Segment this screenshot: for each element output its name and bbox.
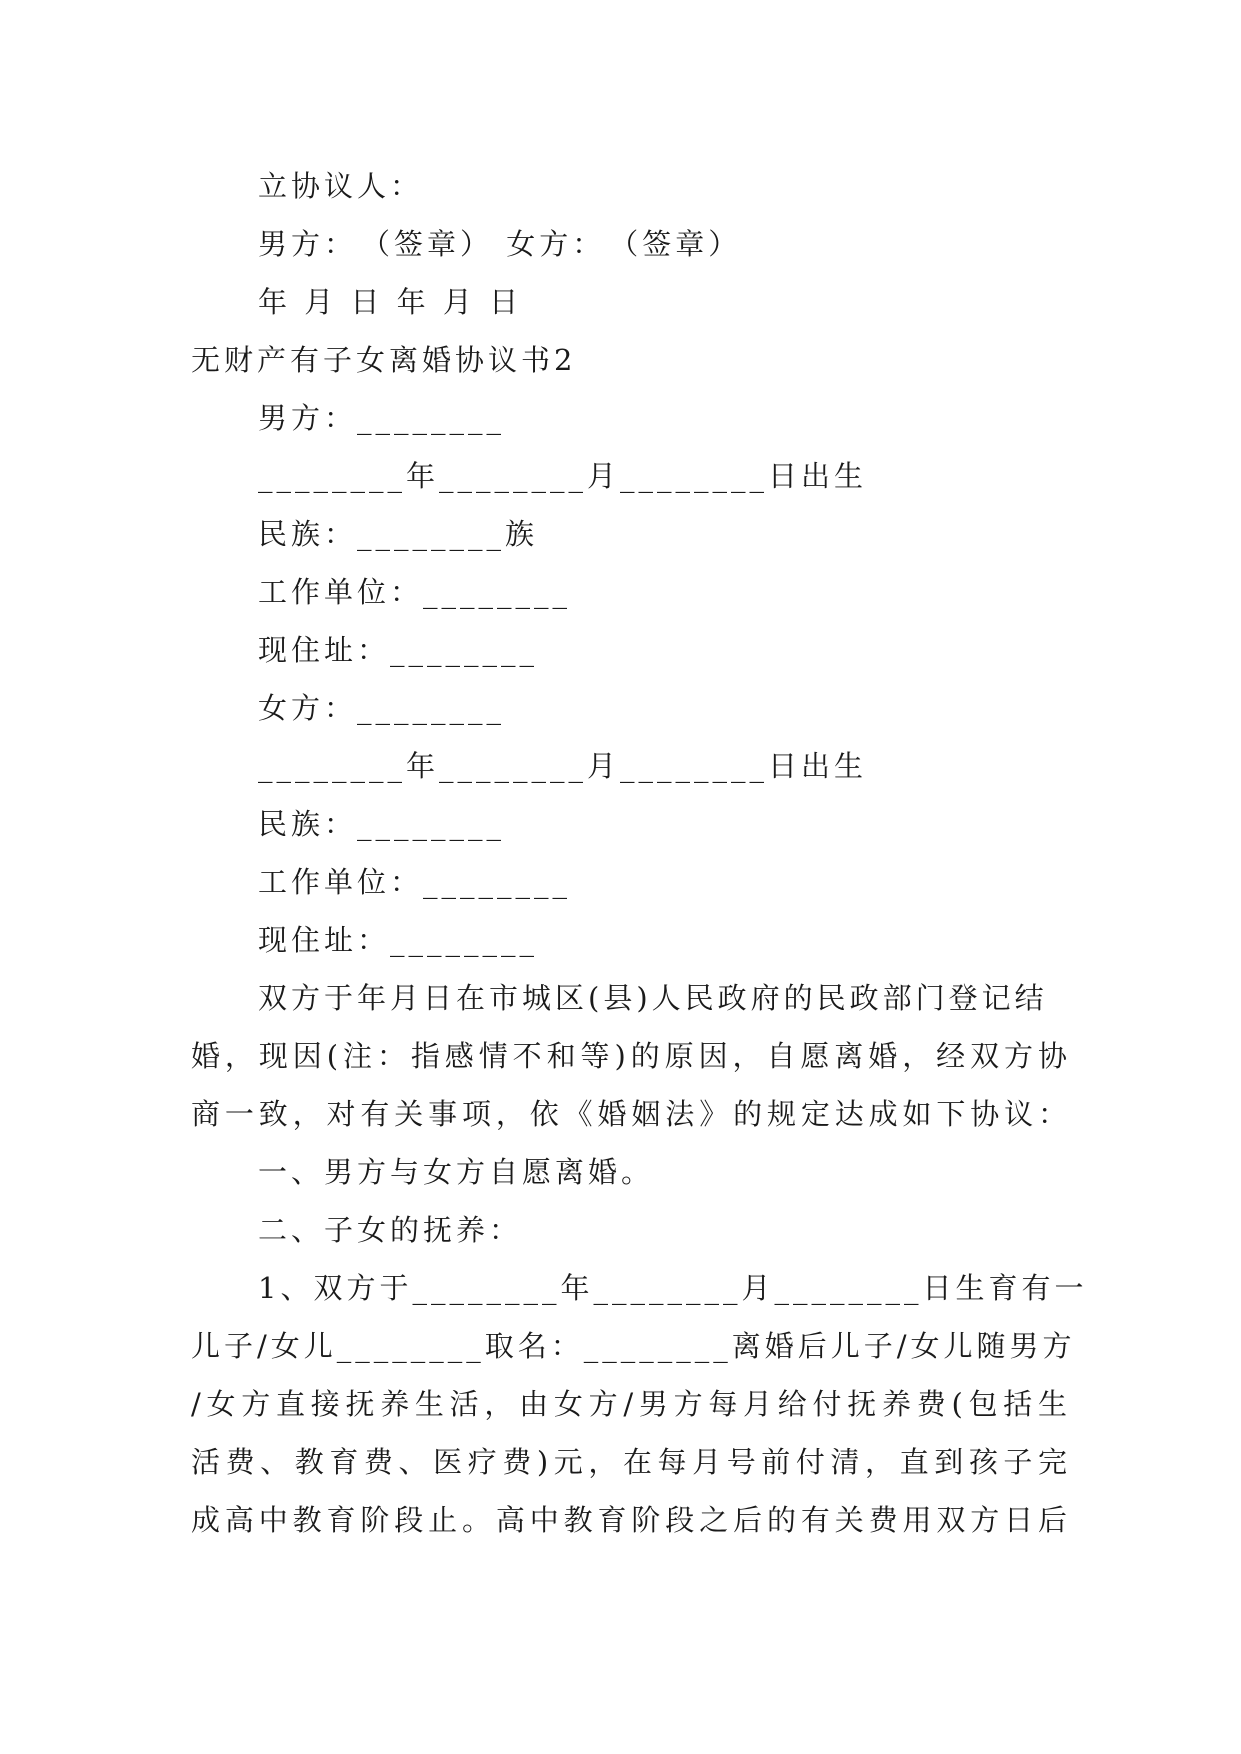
female-ethnicity-field: 民族：________ — [258, 807, 506, 841]
paragraph-line: 1、双方于________年________月________日生育有一 — [258, 1271, 1088, 1305]
signature-line: 男方： （签章） 女方： （签章） — [258, 227, 742, 261]
female-workplace-field: 工作单位：________ — [258, 865, 572, 899]
male-address-field: 现住址：________ — [258, 633, 539, 667]
male-ethnicity-field: 民族：________族 — [258, 517, 539, 551]
paragraph-line: /女方直接抚养生活，由女方/男方每月给付抚养费(包括生 — [191, 1387, 1071, 1421]
female-address-field: 现住址：________ — [258, 923, 539, 957]
paragraph-line: 商一致，对有关事项，依《婚姻法》的规定达成如下协议： — [191, 1097, 1071, 1131]
clause-one: 一、男方与女方自愿离婚。 — [258, 1155, 655, 1189]
paragraph-line: 活费、教育费、医疗费)元，在每月号前付清，直到孩子完 — [191, 1445, 1071, 1479]
document-title: 无财产有子女离婚协议书2 — [191, 343, 577, 377]
male-name-field: 男方：________ — [258, 401, 506, 435]
date-line: 年 月 日 年 月 日 — [258, 285, 523, 319]
male-birth-date-field: ________年________月________日出生 — [258, 459, 868, 493]
signatories-heading: 立协议人： — [258, 169, 424, 203]
paragraph-line: 双方于年月日在市城区(县)人民政府的民政部门登记结 — [258, 981, 1048, 1015]
paragraph-line: 婚，现因(注：指感情不和等)的原因，自愿离婚，经双方协 — [191, 1039, 1071, 1073]
paragraph-line: 儿子/女儿________取名：________离婚后儿子/女儿随男方 — [191, 1329, 1076, 1363]
paragraph-line: 成高中教育阶段止。高中教育阶段之后的有关费用双方日后 — [191, 1503, 1071, 1537]
female-birth-date-field: ________年________月________日出生 — [258, 749, 868, 783]
clause-two-heading: 二、子女的抚养： — [258, 1213, 523, 1247]
male-workplace-field: 工作单位：________ — [258, 575, 572, 609]
female-name-field: 女方：________ — [258, 691, 506, 725]
